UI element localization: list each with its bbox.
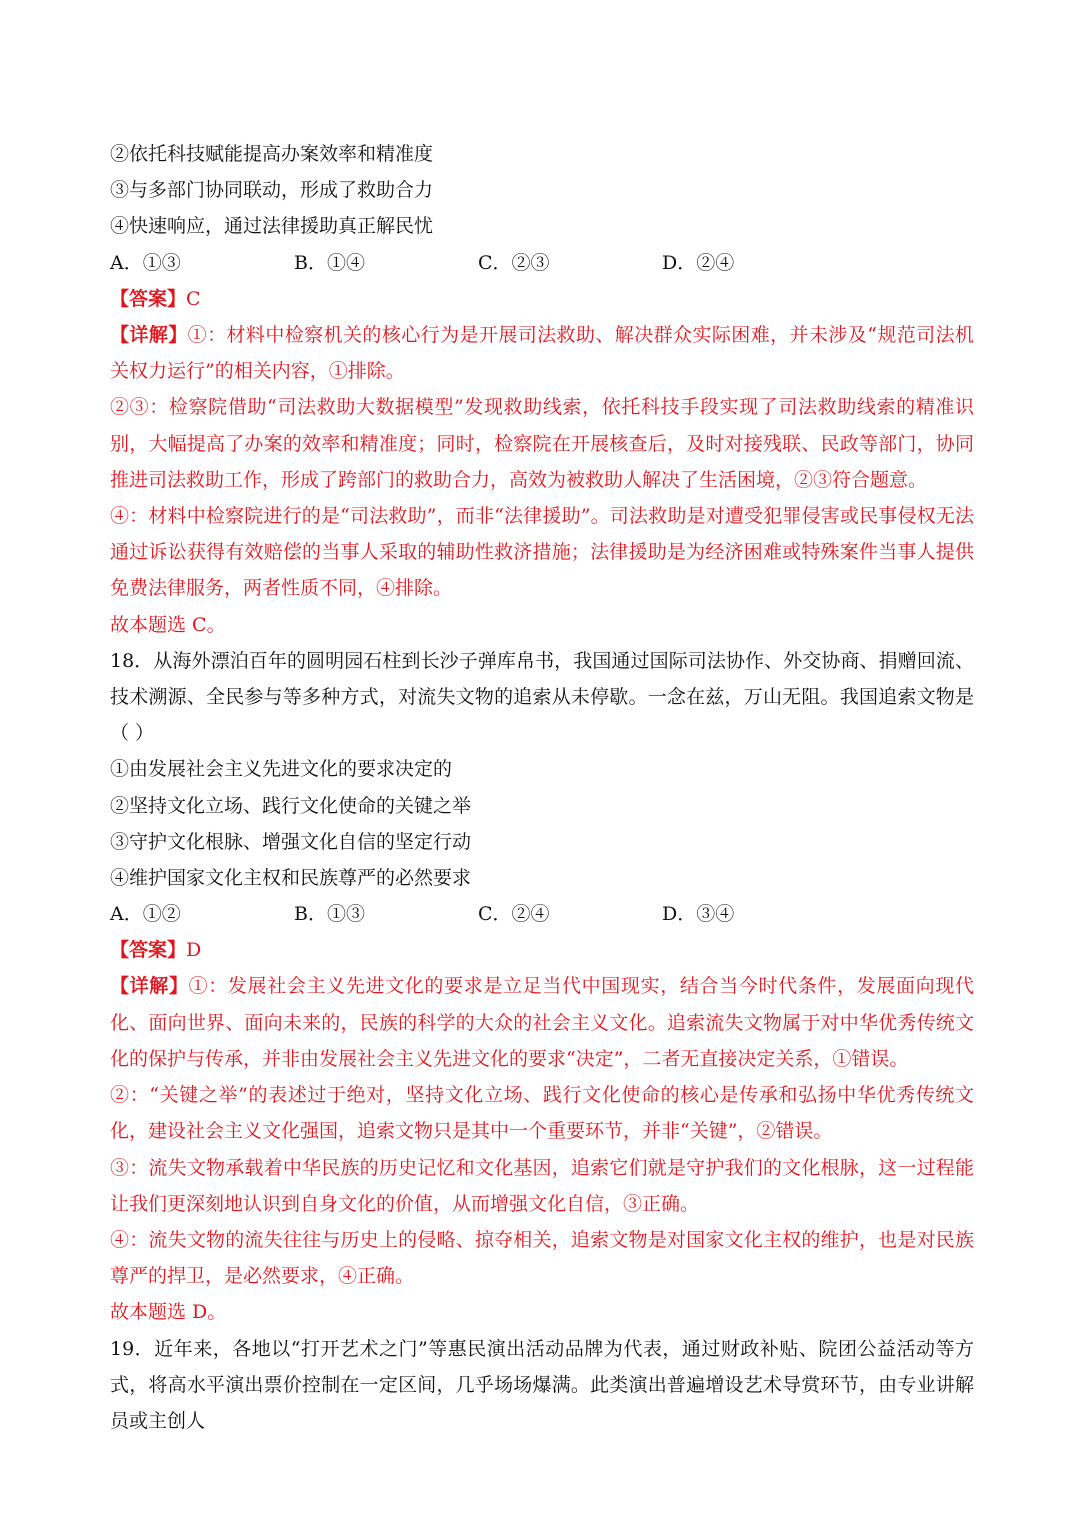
q18-detail-tag: 【详解】: [110, 975, 189, 998]
q17-conclusion: 故本题选 C。: [110, 613, 226, 636]
q17-statement-3: ③与多部门协同联动，形成了救助合力: [110, 179, 434, 202]
q18-option-c: C．②④: [478, 903, 550, 926]
q17-detail-tag: 【详解】: [110, 323, 188, 346]
q17-option-a: A．①③: [110, 251, 181, 274]
q18-detail-3: ③：流失文物承载着中华民族的历史记忆和文化基因，追索它们就是守护我们的文化根脉，这一过程能让我们更深刻地认识到自身文化的价值，从而增强文化自信，③正确。: [110, 1156, 974, 1215]
q17-answer: [110, 281, 974, 317]
q17-statement-4: ④快速响应，通过法律援助真正解民忧: [110, 215, 434, 238]
q18-option-a: A．①②: [110, 903, 181, 926]
q18-conclusion: 故本题选 D。: [110, 1301, 227, 1324]
q18-detail-1-text: ①：发展社会主义先进文化的要求是立足当代中国现实，结合当今时代条件，发展面向现代化、面向世界、面向未来的，民族的科学的大众的社会主义文化。追索流失文物属于对中华优秀传统文化的保护与传承，并非由发展社会主义先进文化的要求“决定”，二者无直接决定关系，①错误。: [110, 975, 974, 1070]
q18-detail-4: ④：流失文物的流失往往与历史上的侵略、掠夺相关，追索文物是对国家文化主权的维护，也是对民族尊严的捍卫，是必然要求，④正确。: [110, 1228, 974, 1288]
q18-statement-3: ③守护文化根脉、增强文化自信的坚定行动: [110, 830, 472, 853]
q17-detail-3: ④：材料中检察院进行的是“司法救助”，而非“法律援助”。司法救助是对遭受犯罪侵害或民事侵权无法通过诉讼获得有效赔偿的当事人采取的辅助性救济措施；法律援助是为经济困难或特殊案件当事人提供免费法律服务，两者性质不同，④排除。: [110, 504, 974, 600]
q18-detail-1: [110, 968, 974, 1077]
q18-detail-2: ②：“关键之举”的表述过于绝对，坚持文化立场、践行文化使命的核心是传承和弘扬中华优秀传统文化，建设社会主义文化强国，追索文物只是其中一个重要环节，并非“关键”，②错误。: [110, 1084, 974, 1143]
q17-option-b: B．①④: [294, 251, 365, 274]
q17-detail-2: ②③：检察院借助“司法救助大数据模型”发现救助线索，依托科技手段实现了司法救助线索的精准识别，大幅提高了办案的效率和精准度；同时，检察院在开展核查后，及时对接残联、民政等部门，协同推进司法救助工作，形成了跨部门的救助合力，高效为被救助人解决了生活困境，②③符合题意。: [110, 396, 974, 491]
q18-stem: 18．从海外漂泊百年的圆明园石柱到长沙子弹库帛书，我国通过国际司法协作、外交协商、捐赠回流、技术溯源、全民参与等多种方式，对流失文物的追索从未停歇。一念在兹，万山无阻。我国追索文物是（ ）: [110, 649, 974, 745]
q18-answer-value: D: [186, 939, 202, 962]
q18-options: [110, 896, 974, 932]
q17-answer-value: C: [186, 287, 201, 310]
q18-option-d: D．③④: [662, 903, 735, 926]
q17-option-c: C．②③: [478, 251, 550, 274]
q17-statement-2: ②依托科技赋能提高办案效率和精准度: [110, 143, 434, 165]
q18-option-b: B．①③: [294, 903, 365, 926]
q17-detail-1-text: ①：材料中检察机关的核心行为是开展司法救助、解决群众实际困难，并未涉及“规范司法机关权力运行”的相关内容，①排除。: [110, 323, 974, 383]
q18-statement-1: ①由发展社会主义先进文化的要求决定的: [110, 758, 453, 781]
q17-answer-tag: 【答案】: [110, 287, 187, 310]
q18-statement-4: ④维护国家文化主权和民族尊严的必然要求: [110, 866, 472, 889]
q18-answer-tag: 【答案】: [110, 939, 187, 962]
q17-option-d: D．②④: [662, 251, 735, 274]
q19-stem: 19．近年来，各地以“打开艺术之门”等惠民演出活动品牌为代表，通过财政补贴、院团公益活动等方式，将高水平演出票价控制在一定区间，几乎场场爆满。此类演出普遍增设艺术导赏环节，由专业讲解员或主创人: [110, 1337, 974, 1432]
q17-options: [110, 245, 974, 281]
document-page: [110, 136, 974, 1439]
q18-statement-2: ②坚持文化立场、践行文化使命的关键之举: [110, 794, 472, 817]
q18-answer: [110, 932, 974, 968]
q17-detail-1: [110, 317, 974, 389]
